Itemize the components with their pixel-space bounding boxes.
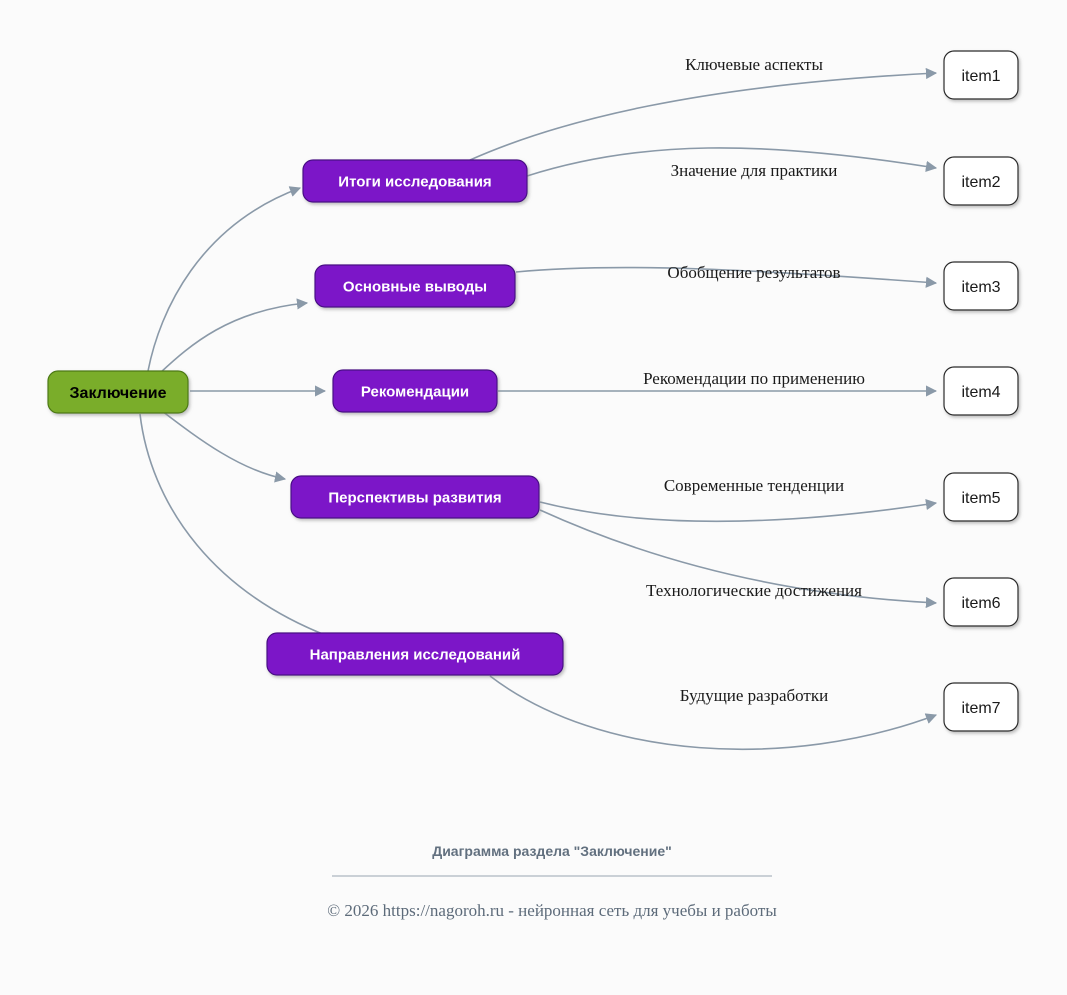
leaf-node-item6[interactable] [944,578,1018,626]
leaf-node-item2[interactable] [944,157,1018,205]
leaf-node-label: item4 [961,383,1001,401]
leaf-node-label: item3 [961,278,1001,296]
footer-credit: © 2026 https://nagoroh.ru - нейронная сеть для учебы и работы [327,901,777,920]
root-node-root[interactable] [48,371,188,413]
edge-label: Рекомендации по применению [643,369,865,388]
leaf-node-label: item2 [961,173,1001,191]
edge-label: Современные тенденции [663,476,845,495]
leaf-node-label: item5 [961,489,1001,507]
edge-root-branch4 [162,411,285,479]
branch-node-branch3[interactable] [333,370,497,412]
edge-label: Обобщение результатов [667,263,841,282]
branch-node-label: Рекомендации [360,383,470,401]
edge-branch1-item1 [470,73,936,160]
edge-label: Значение для практики [670,161,838,180]
leaf-node-item4[interactable] [944,367,1018,415]
branch-node-label: Направления исследований [309,646,521,664]
root-node-label: Заключение [69,384,167,402]
branch-node-label: Основные выводы [342,278,488,296]
edge-root-branch1 [148,188,300,371]
leaf-node-label: item1 [961,67,1001,85]
leaf-node-item3[interactable] [944,262,1018,310]
edge-label: Ключевые аспекты [685,55,823,74]
edge-branch4-item5 [540,502,936,521]
leaf-node-item1[interactable] [944,51,1018,99]
leaf-node-item5[interactable] [944,473,1018,521]
edge-root-branch5 [140,414,356,646]
leaf-node-label: item6 [961,594,1001,612]
edge-labels-layer [643,55,865,705]
edge-label: Технологические достижения [646,581,862,600]
diagram-caption: Диаграмма раздела "Заключение" [432,843,672,859]
branch-node-label: Итоги исследования [338,173,492,191]
branch-node-branch4[interactable] [291,476,539,518]
branch-node-branch5[interactable] [267,633,563,675]
branch-node-label: Перспективы развития [328,489,502,507]
branch-node-branch2[interactable] [315,265,515,307]
edge-root-branch2 [160,303,307,373]
leaf-node-item7[interactable] [944,683,1018,731]
branch-node-branch1[interactable] [303,160,527,202]
leaf-node-label: item7 [961,699,1001,717]
edge-label: Будущие разработки [679,686,829,705]
